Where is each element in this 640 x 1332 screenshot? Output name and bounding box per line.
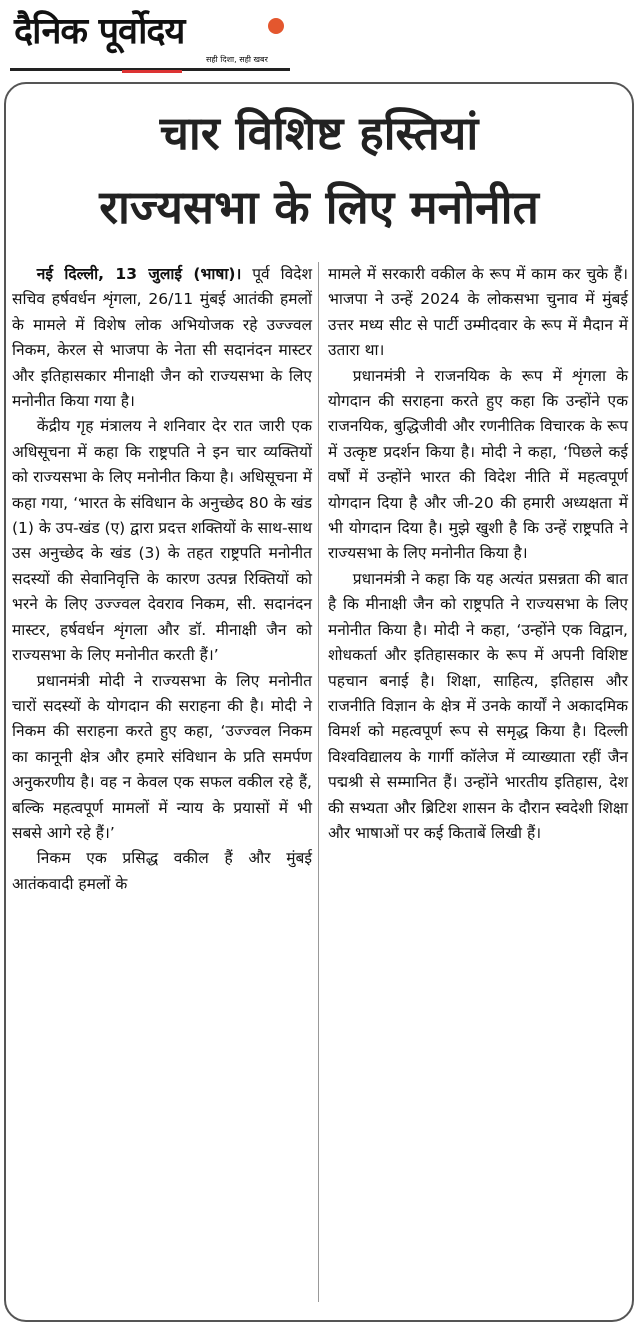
article-column-left xyxy=(12,262,312,897)
headline-line-1: चार विशिष्ट हस्तियां xyxy=(159,106,479,160)
dateline: नई दिल्ली, 13 जुलाई (भाषा)। xyxy=(36,265,242,283)
column-divider xyxy=(318,262,319,1302)
headline xyxy=(10,96,628,244)
paragraph-6: प्रधानमंत्री ने कहा कि यह अत्यंत प्रसन्नता की बात है कि मीनाक्षी जैन को राष्ट्रपति ने राज्यसभा के लिए मनोनीत किया है। मोदी ने कहा, ‘उन्होंने एक विद्वान, शोधकर्ता और इतिहासकार के रूप में अपनी विशिष्ट पहचान बनाई है। शिक्षा, साहित्य, इतिहास और राजनीति विज्ञान के क्षेत्र में उनके कार्यों ने अकादमिक विमर्श को महत्वपूर्ण रूप से समृद्ध किया है। दिल्ली विश्वविद्यालय के गार्गी कॉलेज में व्याख्याता रहीं जैन पद्मश्री से सम्मानित हैं। उन्होंने भारतीय इतिहास, देश की सभ्यता और ब्रिटिश शासन के दौरान स्वदेशी शिक्षा और भाषाओं पर कई किताबें लिखी हैं। xyxy=(328,569,628,842)
paragraph-2: केंद्रीय गृह मंत्रालय ने शनिवार देर रात जारी एक अधिसूचना में कहा कि राष्ट्रपति ने इन चार व्यक्तियों को राज्यसभा के लिए मनोनीत किया है। अधिसूचना में कहा गया, ‘भारत के संविधान के अनुच्छेद 80 के खंड (1) के उप-खंड (ए) द्वारा प्रदत्त शक्तियों के साथ-साथ उस अनुच्छेद के खंड (3) के तहत राष्ट्रपति मनोनीत सदस्यों की सेवानिवृत्ति के कारण उत्पन्न रिक्तियों को भरने के लिए उज्ज्वल देवराव निकम, सी. सदानंदन मास्टर, हर्षवर्धन शृंगला और डॉ. मीनाक्षी जैन को राज्यसभा के लिए मनोनीत करती हैं।’ xyxy=(12,417,312,665)
tagline: सही दिशा, सही खबर xyxy=(206,55,268,64)
paragraph-3: प्रधानमंत्री मोदी ने राज्यसभा के लिए मनोनीत चारों सदस्यों के योगदान की सराहना की है। मोदी ने निकम की सराहना करते हुए कहा, ‘उज्ज्वल निकम का कानूनी क्षेत्र और हमारे संविधान के प्रति समर्पण अनुकरणीय है। वह न केवल एक सफल वकील रहे हैं, बल्कि महत्वपूर्ण मामलों में न्याय के प्रयासों में भी सबसे आगे रहे हैं।’ xyxy=(12,671,312,842)
article-column-right xyxy=(328,262,628,846)
paragraph-4-continued: मामले में सरकारी वकील के रूप में काम कर चुके हैं। भाजपा ने उन्हें 2024 के लोकसभा चुनाव में मुंबई उत्तर मध्य सीट से पार्टी उम्मीदवार के रूप में मैदान में उतारा था। xyxy=(328,265,628,360)
logo-dot-icon xyxy=(268,18,284,34)
masthead-rule-accent xyxy=(122,70,182,73)
paragraph-1-text: पूर्व विदेश सचिव हर्षवर्धन शृंगला, 26/11 मुंबई आतंकी हमलों के मामले में विशेष लोक अभियोजक रहे उज्ज्वल निकम, केरल से भाजपा के नेता सी सदानंदन मास्टर और इतिहासकार मीनाक्षी जैन को राज्यसभा के लिए मनोनीत किया गया है। xyxy=(12,265,312,411)
paragraph-5: प्रधानमंत्री ने राजनयिक के रूप में शृंगला के योगदान की सराहना करते हुए कहा कि उन्होंने एक राजनयिक, बुद्धिजीवी और रणनीतिक विचारक के रूप में उत्कृष्ट प्रदर्शन किया है। मोदी ने कहा, ‘पिछले कई वर्षों में उन्होंने भारत की विदेश नीति में महत्वपूर्ण योगदान दिया है और जी-20 की हमारी अध्यक्षता में भी योगदान दिया है। मुझे खुशी है कि उन्हें राष्ट्रपति ने राज्यसभा के लिए मनोनीत किया है। xyxy=(328,366,628,563)
headline-line-2: राज्यसभा के लिए मनोनीत xyxy=(99,180,539,234)
paragraph-1 xyxy=(12,262,312,414)
newspaper-logo: दैनिक पूर्वोदय xyxy=(14,11,185,52)
paragraph-4: निकम एक प्रसिद्ध वकील हैं और मुंबई आतंकवादी हमलों के xyxy=(12,849,312,893)
masthead xyxy=(10,6,290,76)
